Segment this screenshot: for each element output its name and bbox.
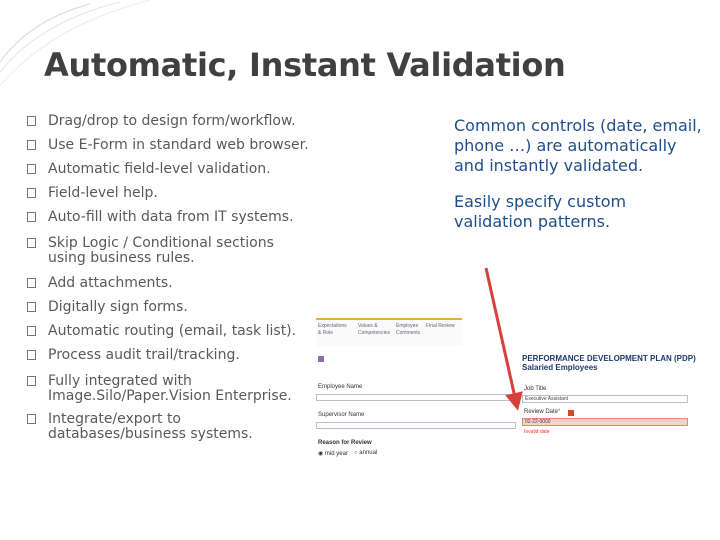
radio-label: annual xyxy=(359,450,378,456)
job-title-label: Job Title xyxy=(524,386,547,392)
supervisor-name-field[interactable] xyxy=(316,422,516,429)
list-item xyxy=(24,374,324,412)
job-title-field[interactable]: Executive Assistant xyxy=(522,395,688,403)
bullet-text: Digitally sign forms. xyxy=(48,299,188,315)
bullet-text: Auto-fill with data from IT systems. xyxy=(48,209,294,225)
slide-title: Automatic, Instant Validation xyxy=(44,46,566,84)
list-item xyxy=(24,276,324,300)
checkbox-bullet-icon xyxy=(27,414,36,424)
bullet-text: Fully integrated with xyxy=(48,373,192,389)
bullet-text: Skip Logic / Conditional sections xyxy=(48,235,274,251)
tab-final-review[interactable] xyxy=(426,323,455,330)
list-item xyxy=(24,114,324,138)
form-title: PERFORMANCE DEVELOPMENT PLAN (PDP) xyxy=(522,354,696,363)
bullet-text: Image.Silo/Paper.Vision Enterprise. xyxy=(48,388,292,404)
tab-label: Comments xyxy=(396,330,421,336)
bullet-text: databases/business systems. xyxy=(48,426,253,442)
checkbox-bullet-icon xyxy=(27,238,36,248)
list-item xyxy=(24,186,324,210)
checkbox-bullet-icon xyxy=(27,164,36,174)
tab-label: Competencies xyxy=(358,330,390,336)
bullet-text: Integrate/export to xyxy=(48,411,181,427)
radio-label: mid year xyxy=(324,451,348,457)
callout-text xyxy=(454,116,704,248)
bullet-text: using business rules. xyxy=(48,250,195,266)
callout-paragraph-patterns: Easily specify custom validation patterns. xyxy=(454,192,627,231)
bullet-text: Drag/drop to design form/workflow. xyxy=(48,113,296,129)
tab-label: Values & xyxy=(358,323,378,329)
radio-mid-year[interactable]: ◉ mid year xyxy=(318,451,348,457)
bullet-list xyxy=(24,114,324,444)
review-date-field[interactable]: 02-22-0000 xyxy=(522,418,688,426)
checkbox-bullet-icon xyxy=(27,140,36,150)
checkbox-bullet-icon xyxy=(27,350,36,360)
review-date-label-text: Review Date xyxy=(524,409,559,415)
checkbox-bullet-icon xyxy=(27,302,36,312)
checkbox-bullet-icon xyxy=(27,212,36,222)
list-item xyxy=(24,324,324,348)
tab-label: Final Review xyxy=(426,323,455,329)
checkbox-bullet-icon xyxy=(27,326,36,336)
supervisor-name-label: Supervisor Name xyxy=(318,412,365,418)
tab-values[interactable] xyxy=(358,323,390,337)
checkbox-bullet-icon xyxy=(27,188,36,198)
reason-for-review-label: Reason for Review xyxy=(318,440,372,446)
tab-label: & Role xyxy=(318,330,334,336)
tab-label: Employee xyxy=(396,323,419,329)
bullet-text: Add attachments. xyxy=(48,275,173,291)
list-item xyxy=(24,162,324,186)
bullet-text: Automatic field-level validation. xyxy=(48,161,271,177)
callout-paragraph-controls: Common controls (date, email, phone …) are automatically and instantly validated. xyxy=(454,116,702,175)
tab-label: Expectations xyxy=(318,323,347,329)
error-icon xyxy=(568,410,574,416)
tab-employee[interactable] xyxy=(396,323,420,337)
employee-name-label: Employee Name xyxy=(318,384,363,390)
form-subtitle: Salaried Employees xyxy=(522,363,598,372)
radio-annual[interactable]: ○ annual xyxy=(354,450,378,456)
form-tab-bar xyxy=(316,318,462,346)
tab-expectations[interactable] xyxy=(318,323,347,337)
list-item xyxy=(24,348,324,374)
form-preview-left xyxy=(312,318,572,468)
red-arrow-icon xyxy=(470,262,530,412)
bullet-text: Process audit trail/tracking. xyxy=(48,347,240,363)
checkbox-bullet-icon xyxy=(27,278,36,288)
bullet-text: Field-level help. xyxy=(48,185,158,201)
bullet-text: Use E-Form in standard web browser. xyxy=(48,137,309,153)
form-preview-right xyxy=(522,354,702,435)
list-item xyxy=(24,236,324,276)
list-item xyxy=(24,210,324,236)
checkbox-bullet-icon xyxy=(27,376,36,386)
form-logo-icon xyxy=(318,356,324,362)
required-marker: * xyxy=(558,409,561,415)
list-item xyxy=(24,300,324,324)
list-item xyxy=(24,412,324,444)
list-item xyxy=(24,138,324,162)
bullet-text: Automatic routing (email, task list). xyxy=(48,323,297,339)
checkbox-bullet-icon xyxy=(27,116,36,126)
invalid-date-message: Invalid date xyxy=(524,429,550,435)
